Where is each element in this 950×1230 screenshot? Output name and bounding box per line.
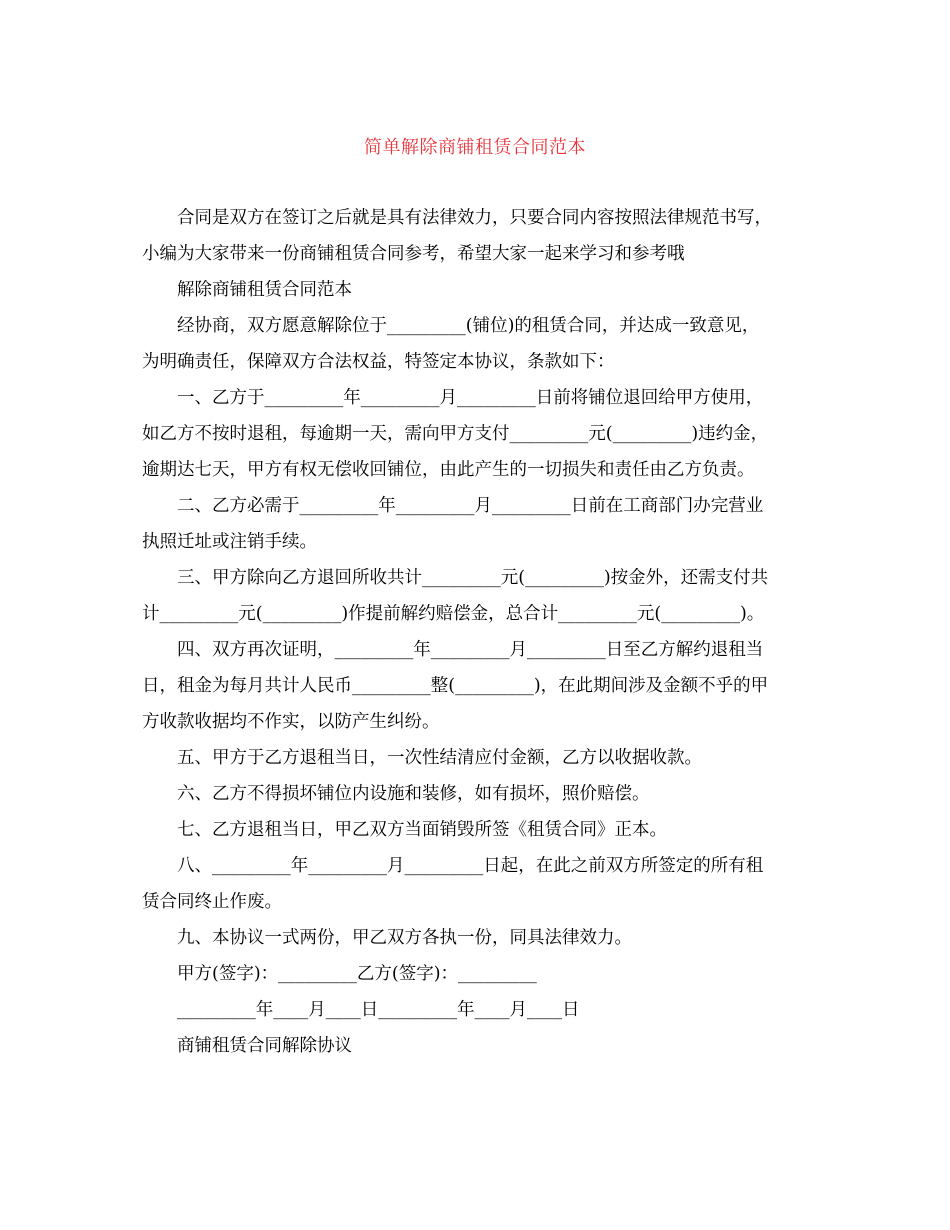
text-line: 方收款收据均不作实，以防产生纠纷。 [142, 712, 440, 732]
text-line: 赁合同终止作废。 [142, 892, 282, 912]
clause-3 [142, 560, 814, 632]
text-line: 七、乙方退租当日，甲乙双方当面销毁所签《租赁合同》正本。 [177, 820, 667, 840]
text-line: 合同是双方在签订之后就是具有法律效力，只要合同内容按照法律规范书写， [177, 208, 772, 228]
closing-heading [142, 1028, 814, 1064]
text-line: 解除商铺租赁合同范本 [177, 280, 352, 300]
text-line: 小编为大家带来一份商铺租赁合同参考，希望大家一起来学习和参考哦 [142, 244, 685, 264]
text-line: 如乙方不按时退租，每逾期一天，需向甲方支付_________元(_________)违约金， [142, 424, 769, 444]
text-line: 四、双方再次证明，_________年_________月_________日至乙方解约退租当 [177, 640, 764, 660]
text-line: 执照迁址或注销手续。 [142, 532, 317, 552]
text-line: 为明确责任，保障双方合法权益，特签定本协议，条款如下： [142, 352, 615, 372]
section-heading [142, 272, 814, 308]
text-line: 商铺租赁合同解除协议 [177, 1036, 352, 1056]
text-line: 经协商，双方愿意解除位于_________(铺位)的租赁合同，并达成一致意见， [177, 316, 760, 336]
intro-paragraph [142, 200, 814, 272]
text-line: 六、乙方不得损坏铺位内设施和装修，如有损坏，照价赔偿。 [177, 784, 650, 804]
text-line: 八、_________年_________月_________日起，在此之前双方所签定的所有租 [177, 856, 764, 876]
text-line: 一、乙方于_________年_________月_________日前将铺位退回给甲方使用， [177, 388, 764, 408]
text-line: 日，租金为每月共计人民币_________整(_________)，在此期间涉及金额不乎的甲 [142, 676, 769, 696]
clause-6 [142, 776, 814, 812]
text-line: 甲方(签字)：_________乙方(签字)：_________ [177, 964, 537, 984]
text-line: 九、本协议一式两份，甲乙双方各执一份，同具法律效力。 [177, 928, 632, 948]
clause-9 [142, 920, 814, 956]
text-line: 三、甲方除向乙方退回所收共计_________元(_________)按金外，还需支付共 [177, 568, 769, 588]
document-body [142, 200, 814, 1064]
clause-2 [142, 488, 814, 560]
date-line [142, 992, 814, 1028]
clause-1 [142, 380, 814, 488]
document-title: 简单解除商铺租赁合同范本 [364, 137, 586, 158]
text-line: _________年____月____日_________年____月____日 [177, 1000, 580, 1020]
clause-8 [142, 848, 814, 920]
clause-4 [142, 632, 814, 740]
text-line: 计_________元(_________)作提前解约赔偿金，总合计_________元(_________)。 [142, 604, 765, 624]
agreement-preamble [142, 308, 814, 380]
text-line: 五、甲方于乙方退租当日，一次性结清应付金额，乙方以收据收款。 [177, 748, 702, 768]
clause-5 [142, 740, 814, 776]
signature-line [142, 956, 814, 992]
text-line: 逾期达七天，甲方有权无偿收回铺位，由此产生的一切损失和责任由乙方负责。 [142, 460, 755, 480]
clause-7 [142, 812, 814, 848]
text-line: 二、乙方必需于_________年_________月_________日前在工商部门办完营业 [177, 496, 764, 516]
